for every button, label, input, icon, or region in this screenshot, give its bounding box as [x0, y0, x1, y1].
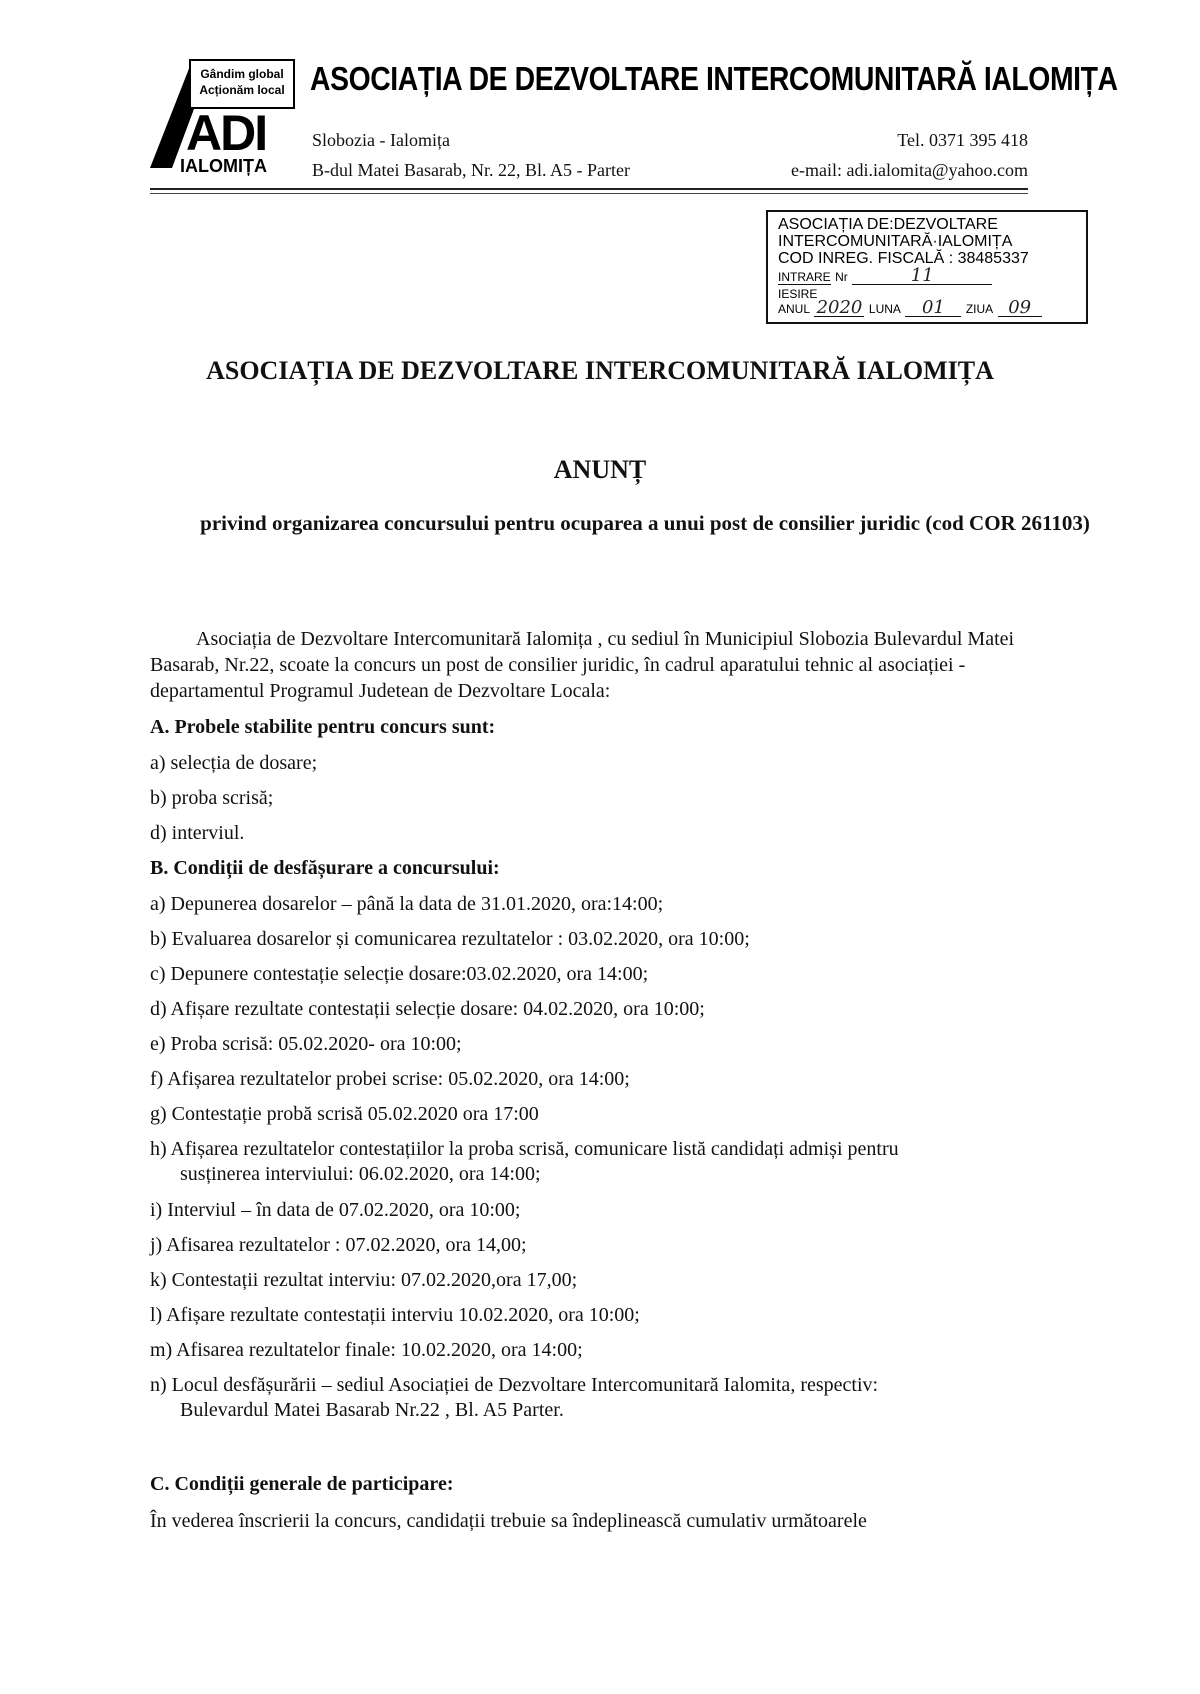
stamp-line-1: ASOCIAȚIA DE:DEZVOLTARE — [778, 216, 998, 233]
section-b-item: l) Afișare rezultate contestații interviu 10.02.2020, ora 10:00; — [150, 1304, 640, 1326]
letterhead-divider — [150, 188, 1028, 190]
letterhead-phone: Tel. 0371 395 418 — [897, 130, 1028, 150]
logo-region: IALOMIȚA — [180, 156, 267, 176]
section-b-item: k) Contestații rezultat interviu: 07.02.2020,ora 17,00; — [150, 1269, 578, 1291]
stamp-luna-label: LUNA — [868, 302, 901, 316]
section-b-item: g) Contestație probă scrisă 05.02.2020 ora 17:00 — [150, 1103, 539, 1125]
stamp-anul-label: ANUL — [778, 302, 811, 316]
document-subtitle: privind organizarea concursului pentru ocuparea a unui post de consilier juridic (cod COR 261103) — [200, 511, 1090, 535]
section-a-item: a) selecția de dosare; — [150, 752, 318, 774]
stamp-line-3: COD INREG. FISCALĂ : 38485337 — [778, 250, 1029, 267]
stamp-ziua-label: ZIUA — [965, 302, 994, 316]
stamp-intrare-label: INTRARE — [778, 270, 831, 284]
letterhead-title: ASOCIAȚIA DE DEZVOLTARE INTERCOMUNITARĂ IALOMIȚA — [310, 60, 1118, 97]
document-title: ANUNȚ — [553, 455, 647, 484]
stamp-line-2: INTERCOMUNITARĂ·IALOMIȚA — [778, 233, 1013, 250]
stamp-anul-value: 2020 — [814, 299, 864, 317]
organization-heading: ASOCIAȚIA DE DEZVOLTARE INTERCOMUNITARĂ IALOMIȚA — [206, 356, 994, 385]
logo-tagline-2: Acționăm local — [199, 83, 285, 97]
section-b-item: c) Depunere contestație selecție dosare:03.02.2020, ora 14:00; — [150, 963, 649, 985]
section-b-item: n) Locul desfășurării – sediul Asociației de Dezvoltare Intercomunitară Ialomita, respectiv: — [150, 1374, 879, 1396]
stamp-iesire-label: IESIRE — [778, 287, 818, 301]
logo-tagline-1: Gândim global — [200, 67, 284, 81]
adi-logo — [150, 58, 298, 176]
section-b-item: d) Afișare rezultate contestații selecție dosare: 04.02.2020, ora 10:00; — [150, 998, 705, 1020]
section-b-item: a) Depunerea dosarelor – până la data de 31.01.2020, ora:14:00; — [150, 893, 664, 915]
section-b-item-continuation: Bulevardul Matei Basarab Nr.22 , Bl. A5 Parter. — [180, 1399, 564, 1421]
registration-stamp — [766, 210, 1088, 324]
letterhead-city: Slobozia - Ialomița — [312, 130, 450, 150]
section-c-text: În vederea înscrierii la concurs, candidații trebuie sa îndeplinească cumulativ următoarele — [150, 1510, 867, 1532]
logo-graphic-icon — [150, 58, 298, 176]
letterhead-divider-thin — [150, 193, 1028, 194]
section-b-item: f) Afișarea rezultatelor probei scrise: 05.02.2020, ora 14:00; — [150, 1068, 630, 1090]
section-b-item: i) Interviul – în data de 07.02.2020, ora 10:00; — [150, 1199, 521, 1221]
section-b-item: h) Afișarea rezultatelor contestațiilor la proba scrisă, comunicare listă candidați admiși pentru — [150, 1138, 899, 1160]
section-b-item: j) Afisarea rezultatelor : 07.02.2020, ora 14,00; — [150, 1234, 527, 1256]
letterhead-address: B-dul Matei Basarab, Nr. 22, Bl. A5 - Parter — [312, 160, 630, 180]
section-c-heading: C. Condiții generale de participare: — [150, 1473, 454, 1495]
intro-paragraph: Asociația de Dezvoltare Intercomunitară Ialomița , cu sediul în Municipiul Slobozia Bulevardul Matei Basarab, Nr.22, scoate la concurs un post de consilier juridic, în cadrul aparatului tehnic al asociației - departamentul Programul Judetean de Dezvoltare Locala: — [150, 628, 1015, 702]
stamp-ziua-value: 09 — [998, 299, 1042, 317]
section-b-heading: B. Condiții de desfășurare a concursului: — [150, 857, 500, 879]
section-b-item: m) Afisarea rezultatelor finale: 10.02.2020, ora 14:00; — [150, 1339, 583, 1361]
section-a-item: d) interviul. — [150, 822, 245, 844]
section-b-item: e) Proba scrisă: 05.02.2020- ora 10:00; — [150, 1033, 462, 1055]
stamp-nr-label: Nr — [835, 270, 848, 284]
section-b-item: b) Evaluarea dosarelor și comunicarea rezultatelor : 03.02.2020, ora 10:00; — [150, 928, 750, 950]
section-b-item-continuation: susținerea interviului: 06.02.2020, ora 14:00; — [180, 1163, 541, 1185]
logo-mark: ADI — [186, 105, 267, 161]
stamp-luna-value: 01 — [905, 299, 961, 317]
stamp-date-row — [778, 299, 1080, 318]
stamp-nr-value: 11 — [852, 267, 992, 285]
letterhead-email: e-mail: adi.ialomita@yahoo.com — [790, 160, 1028, 180]
stamp-intrare-row — [778, 267, 1080, 286]
section-a-item: b) proba scrisă; — [150, 787, 274, 809]
section-a-heading: A. Probele stabilite pentru concurs sunt: — [150, 716, 496, 738]
